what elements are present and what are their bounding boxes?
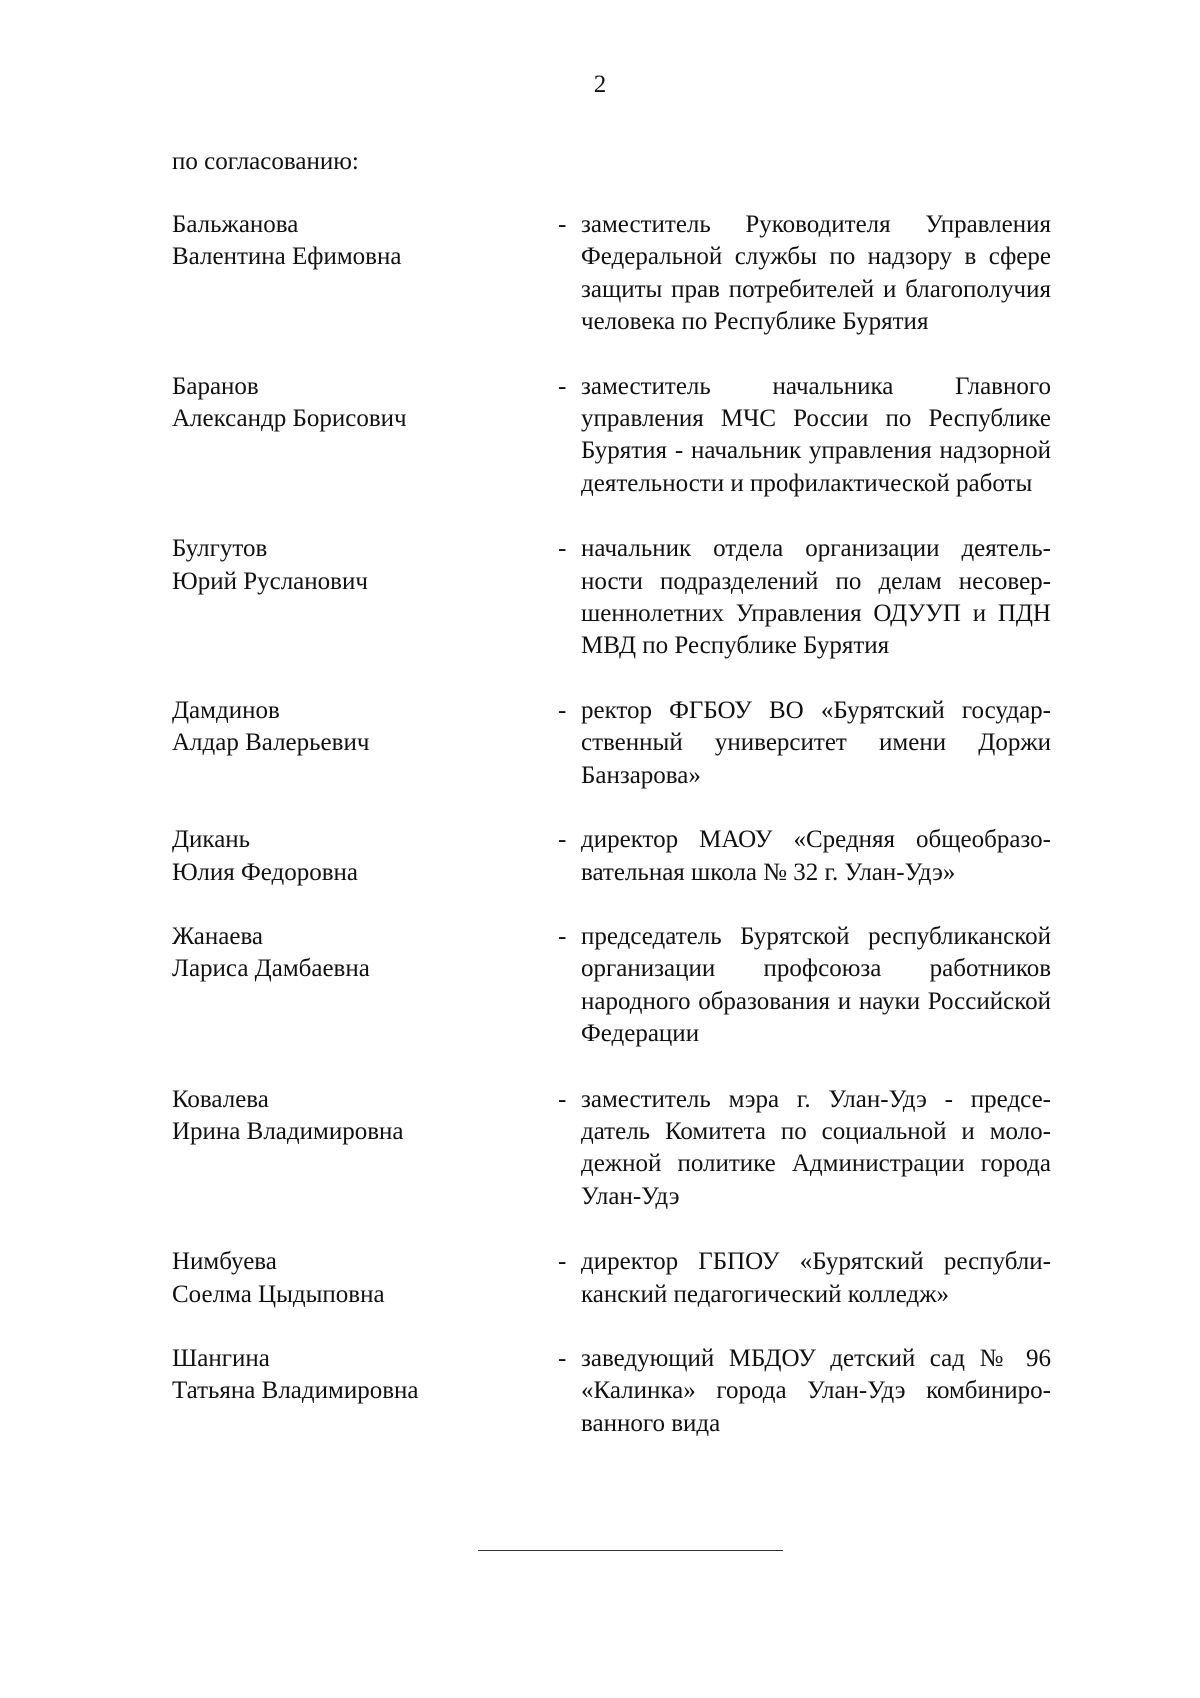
member-list [172, 209, 1072, 1440]
member-name [172, 1246, 532, 1311]
member-position: директор МАОУ «Средняя общеобразовательная школа № 32 г. Улан-Удэ» [581, 826, 1051, 886]
member-given-names: Ирина Владимировна [172, 1117, 404, 1145]
member-position: заместитель начальника Главного управления МЧС России по Республике Бурятия - начальник управления надзорной деятельности и профилактической работы [581, 372, 1051, 497]
member-entry [172, 1343, 1072, 1440]
member-entry [172, 209, 1072, 339]
member-given-names: Валентина Ефимовна [172, 243, 402, 271]
page-number: 2 [593, 71, 607, 98]
member-given-names: Юрий Русланович [172, 567, 368, 595]
member-given-names: Лариса Дамбаевна [172, 955, 370, 983]
dash-separator: - [558, 535, 567, 563]
dash-separator: - [558, 372, 567, 400]
member-name [172, 695, 532, 760]
dash-separator: - [558, 696, 567, 724]
member-name [172, 921, 532, 986]
member-position: начальник отдела организации деятельности подразделений по делам несовершеннолетних Управления ОДУУП и ПДН МВД по Республике Бурятия [581, 535, 1051, 660]
member-surname: Бальжанова [172, 211, 299, 238]
member-entry [172, 1084, 1072, 1214]
member-entry [172, 824, 1072, 889]
member-surname: Баранов [172, 372, 259, 400]
dash-separator: - [558, 1248, 567, 1276]
dash-separator: - [558, 826, 567, 854]
member-position: директор ГБПОУ «Бурятский республиканский педагогический колледж» [581, 1248, 1051, 1308]
member-position: председатель Бурятской республиканской организации профсоюза работников народного образования и науки Российской Федерации [581, 922, 1051, 1048]
member-surname: Шангина [172, 1344, 270, 1372]
member-entry [172, 921, 1072, 1051]
member-name [172, 371, 532, 436]
member-name [172, 1343, 532, 1408]
member-name [172, 209, 532, 274]
member-surname: Булгутов [172, 535, 268, 563]
member-position: ректор ФГБОУ ВО «Бурятский государственный университет имени Доржи Банзарова» [581, 696, 1051, 789]
member-entry [172, 533, 1072, 663]
member-entry [172, 371, 1072, 501]
member-surname: Дикань [172, 826, 251, 854]
member-given-names: Татьяна Владимировна [172, 1377, 419, 1405]
member-surname: Ковалева [172, 1085, 269, 1113]
dash-separator: - [558, 1344, 567, 1372]
agreement-intro: по согласованию: [172, 148, 359, 175]
member-position: заведующий МБДОУ детский сад № 96 «Калинка» города Улан-Удэ комбинированного вида [581, 1344, 1051, 1437]
member-position: заместитель мэра г. Улан-Удэ - председатель Комитета по социальной и молодежной политике Администрации города Улан-Удэ [581, 1085, 1051, 1210]
member-name [172, 1084, 532, 1149]
member-name [172, 824, 532, 889]
member-surname: Дамдинов [172, 696, 280, 724]
member-position: заместитель Руководителя Управления Федеральной службы по надзору в сфере защиты прав потребителей и благополучия человека по Республике Бурятия [581, 211, 1051, 336]
end-divider-line [478, 1550, 783, 1551]
dash-separator: - [558, 1085, 567, 1113]
member-surname: Жанаева [172, 922, 264, 950]
member-entry [172, 1246, 1072, 1311]
member-entry [172, 695, 1072, 792]
dash-separator: - [558, 922, 567, 950]
member-given-names: Алдар Валерьевич [172, 729, 370, 757]
dash-separator: - [558, 211, 567, 238]
member-name [172, 533, 532, 598]
member-given-names: Юлия Федоровна [172, 858, 358, 886]
member-given-names: Александр Борисович [172, 405, 407, 433]
member-surname: Нимбуева [172, 1248, 277, 1276]
member-given-names: Соелма Цыдыповна [172, 1280, 385, 1308]
